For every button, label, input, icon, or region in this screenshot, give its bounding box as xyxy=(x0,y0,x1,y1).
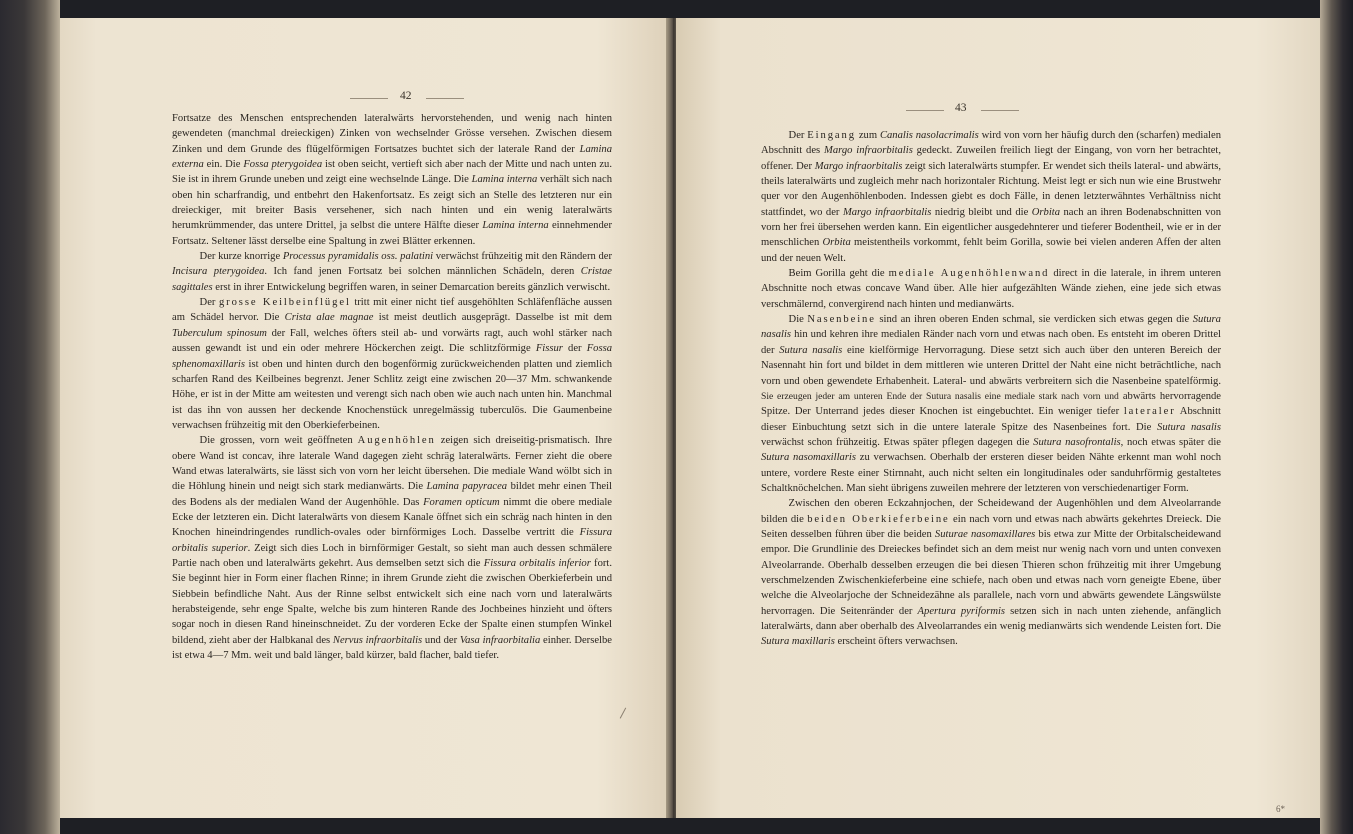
italic-term: Tuberculum spinosum xyxy=(172,327,267,339)
spaced-heading-term: grosse Keilbeinflügel xyxy=(218,297,351,309)
text-run: hin und kehren ihre medialen Ränder nach vorn und etwas nach oben. Es entsteht im oberen Drittel der xyxy=(761,329,1221,356)
italic-term: Sutura nasalis xyxy=(1157,421,1221,433)
italic-term: Sutura nasomaxillaris xyxy=(761,452,857,464)
page-number-rule-left xyxy=(350,98,388,99)
italic-term: Fossa sphenomaxillaris xyxy=(172,343,613,370)
text-run: ist oben und hinten durch den bogenförmig zurückweichenden platten und ziemlich scharfen Rand des Keilbeines begrenzt. Jener Schlitz zeigt eine zwischen 20—37 Mm. schwankende Höhe, er ist in der Mitte am weitesten und verengt sich nach oben wie auch nach unten hin. Manchmal ist das ihn von aussen her deckende Knochenstück unregelmässig tuberculös. Die Gaumenbeine verwachsen frühzeitig mit den Oberkieferbeinen. xyxy=(172,358,612,431)
text-run: direct in die laterale, in ihrem unteren Abschnitte noch etwas concave Wand über. Alle hier aufgezählten Wände ziehen, eine jede sich etwas verschmälernd, convergirend nach hinten und medianwärts. xyxy=(761,268,1221,310)
italic-term: Fissur xyxy=(535,343,563,355)
text-run: abwärts hervorragende Spitze. Der Unterrand jedes dieser Knochen ist eingebuchtet. Ein weniger tiefer xyxy=(761,390,1221,418)
italic-term: Lamina externa xyxy=(172,143,612,171)
italic-term: Incisura pterygoidea xyxy=(172,266,265,278)
text-run: setzen sich in nach unten ziehende, anfänglich lateralwärts, dann aber oberhalb des Alveolarrandes ein wenig medianwärts sich wendende Leisten fort. Die xyxy=(761,605,1221,632)
italic-term: Fissura orbitalis superior xyxy=(172,527,612,554)
italic-term: Suturae nasomaxillares xyxy=(934,528,1036,540)
paragraph xyxy=(761,312,1221,496)
text-run: ist oben seicht, vertieft sich aber nach der Mitte und nach unten zu. Sie ist in ihrem Grunde uneben und zeigt eine wechselnde Länge. Die xyxy=(172,159,612,186)
book-cover-edge-left xyxy=(0,0,60,834)
text-run: Fortsatze des Menschen entsprechenden lateralwärts hervorstehenden, und wenig nach hinten gewendeten (manchmal dreieckigen) Zinken von wechselnder Grösse versehen. Zwischen diesem Zinken und dem Grunde des flügelförmigen Fortsatzes buchtet sich der laterale Rand der xyxy=(172,113,612,155)
text-run: meistentheils vorkommt, fehlt beim Gorilla, sowie bei vielen anderen Affen der alten und der neuen Welt. xyxy=(761,237,1221,264)
italic-term: Fossa pterygoidea xyxy=(243,159,323,171)
text-run: verhält sich nach oben hin scharfrandig, und entbehrt den Hakenfortsatz. Es zeigt sich an Stelle des letzteren nur ein dreieckiger, mit breiter Basis versehener, sich nach hinten und ein wenig lateralwärts herumkrümmender, das untere Drittel, ja selbst die untere Hälfte dieser xyxy=(172,174,613,232)
italic-term: Crista alae magnae xyxy=(284,312,374,324)
italic-term: Processus pyramidalis oss. palatini xyxy=(282,251,434,263)
text-run: eine kielförmige Hervorragung. Diese setzt sich auch über den unteren Bereich der Nasennaht hin fort und bildet in dem mittleren wie unteren Drittel der Naht eine nicht beträchtliche, nach vorn und oben gewendete Erhabenheit. Lateral- und abwärts verbreitern sich die Nasenbeine spatelförmig. xyxy=(761,344,1221,387)
text-run: bildet mehr einen Theil des Bodens als der medialen Wand der Augenhöhle. Das xyxy=(172,481,612,508)
text-run: Sie erzeugen jeder am unteren Ende der Sutura nasalis eine mediale stark nach vorn und xyxy=(761,390,1119,402)
page-number-rule-left xyxy=(906,110,944,111)
italic-term: Lamina interna xyxy=(482,220,549,232)
italic-term: Sutura nasalis xyxy=(761,314,1221,341)
italic-term: Lamina papyracea xyxy=(426,481,508,493)
italic-term: Orbita xyxy=(1031,206,1061,218)
text-run: nach an ihren Bodenabschnitten von vorn her frei übersehen werden kann. Ein eigentlicher ausgedehnterer und tieferer Bodentheil, wie er in der menschlichen xyxy=(761,206,1221,249)
spaced-heading-term: Eingang xyxy=(807,130,856,141)
text-run: . Ich fand jenen Fortsatz bei solchen männlichen Schädeln, deren xyxy=(264,266,581,278)
text-run: der xyxy=(562,343,587,355)
text-run: Der xyxy=(199,297,219,309)
italic-term: Orbita xyxy=(822,237,851,249)
text-run: erscheint öfters verwachsen. xyxy=(834,636,958,648)
text-run: zeigt sich lateralwärts stumpfer. Er wendet sich theils lateral- und abwärts, theils lateralwärts und zugleich mehr nach horizontaler Richtung. Meist legt er sich nun wie eine Brustwehr quer vor den Augenhöhlenboden. Indessen giebt es doch Fälle, in denen letzterwähntes Verhältniss nicht stattfindet, wo der xyxy=(761,160,1222,218)
spaced-heading-term: mediale Augenhöhlenwand xyxy=(888,268,1050,280)
text-run: erst in ihrer Entwickelung begriffen waren, in seiner Demarcation bereits gänzlich verwischt. xyxy=(212,281,611,293)
italic-term: Sutura maxillaris xyxy=(761,636,835,648)
italic-term: Cristae sagittales xyxy=(172,266,612,293)
text-run: der Fall, welches öfters steil ab- und vorwärts ragt, auch wohl stärker nach aussen gewandt ist und ein oder mehrere Höckerchen zeigt. Die schlitzförmige xyxy=(172,327,612,355)
italic-term: Margo infraorbitalis xyxy=(814,160,903,172)
text-run: niedrig bleibt und die xyxy=(931,206,1032,218)
italic-term: Fissura orbitalis inferior xyxy=(483,557,591,569)
text-run: ist meist deutlich ausgeprägt. Dasselbe ist mit dem xyxy=(373,312,612,324)
body-text xyxy=(761,128,1221,650)
spaced-heading-term: lateraler xyxy=(1123,406,1176,418)
page-number: 42 xyxy=(400,90,412,102)
paragraph xyxy=(761,128,1221,266)
italic-term: Sutura nasofrontalis xyxy=(1033,436,1121,448)
left-page xyxy=(60,18,670,818)
text-run: . Zeigt sich dies Loch in birnförmiger Gestalt, so sieht man auch dessen schmälere Partie nach oben und lateralwärts gekehrt. Aus demselben setzt sich die xyxy=(172,542,613,569)
signature-mark: 6* xyxy=(1276,804,1285,814)
italic-term: Nervus infraorbitalis xyxy=(332,634,423,646)
italic-term: Foramen opticum xyxy=(423,496,500,508)
text-run: nimmt die obere mediale Ecke der letzteren ein. Dicht lateralwärts von diesem Kanale öffnet sich ein schräg nach hinten in den Knochen hineindringendes rundlich-ovales oder birnförmiges Loch. Dasselbe vertritt die xyxy=(172,496,612,539)
body-text xyxy=(172,111,612,663)
text-run: tritt mit einer nicht tief ausgehöhlten Schläfenfläche aussen am Schädel hervor. Die xyxy=(172,297,612,324)
italic-term: Margo infraorbitalis xyxy=(824,145,913,157)
paragraph xyxy=(172,111,612,249)
paragraph xyxy=(172,295,612,433)
paragraph xyxy=(172,433,612,663)
text-run: fort. Sie beginnt hier in Form einer flachen Rinne; in ihrem Grunde zieht die zwischen Oberkieferbein und Siebbein befindliche Naht. Aus der Rinne selbst entwickelt sich eine nach vorn und lateralwärts herabsteigende, sehr enge Spalte, welche bis zum hinteren Rande des Jochbeines hinzieht und öfters sogar noch in diesen Rand hineinschneidet. Zu der vorderen Ecke der Spalte einen stumpfen Winkel bildend, zieht aber der Halbkanal des xyxy=(172,557,612,646)
text-run: sind an ihren oberen Enden schmal, sie verdicken sich etwas gegen die xyxy=(875,314,1193,326)
text-run: Der xyxy=(788,130,808,141)
italic-term: Lamina interna xyxy=(471,174,538,186)
text-run: einher. Derselbe ist etwa 4—7 Mm. weit und bald länger, bald kürzer, bald flacher, bald tiefer. xyxy=(172,634,612,662)
spaced-heading-term: Augenhöhlen xyxy=(357,435,436,447)
text-run: Die grossen, vorn weit geöffneten xyxy=(199,435,358,447)
text-run: und der xyxy=(422,634,460,646)
page-number-rule-right xyxy=(426,98,464,99)
text-run: bis etwa zur Mitte der Orbitalscheidewand empor. Die Grundlinie des Dreieckes befindet sich an dem meist nur wenig nach vorn und unten convexen Alveolarrande. Oberhalb desselben erzeugen die bei diesen Thieren schon frühzeitig mit ihrer Umgebung verschmelzenden Zwischenkieferbeine eine schiefe, nach oben und etwas nach vorn geneigte Ebene, über welche die Alveolarjoche der Schneidezähne als parallele, nach vorn und abwärts gewendete Längswülste hervorragen. Die Seitenränder der xyxy=(761,528,1221,617)
paragraph xyxy=(761,496,1221,649)
text-run: einnehmender Fortsatz. Seltener lässt derselbe eine Spaltung in zwei Blätter erkennen. xyxy=(172,220,612,247)
text-run: ein. Die xyxy=(203,159,244,171)
pencil-mark xyxy=(620,708,634,723)
italic-term: Margo infraorbitalis xyxy=(842,206,932,218)
italic-term: Canalis nasolacrimalis xyxy=(879,130,979,141)
text-run: , noch etwas später die xyxy=(1120,436,1221,448)
paragraph xyxy=(172,249,612,295)
text-run: Der kurze knorrige xyxy=(199,251,283,263)
italic-term: Apertura pyriformis xyxy=(917,605,1006,617)
italic-term: Sutura nasalis xyxy=(779,344,843,356)
page-number: 43 xyxy=(955,102,967,114)
text-run: gedeckt. Zuweilen freilich liegt der Eingang, von vorn her betrachtet, offener. Der xyxy=(761,145,1222,172)
spaced-heading-term: beiden Oberkieferbeine xyxy=(807,513,950,525)
text-run: wird von vorn her häufig durch den (scharfen) medialen Abschnitt des xyxy=(761,130,1221,157)
text-run: ein nach vorn und etwas nach abwärts gekehrtes Dreieck. Die Seiten desselben führen über die beiden xyxy=(761,513,1221,540)
italic-term: Vasa infraorbitalia xyxy=(459,634,541,646)
text-run: zum xyxy=(855,130,880,141)
text-run: Abschnitt dieser Einbuchtung setzt sich in die untere laterale Spitze des Nasenbeines fort. Die xyxy=(761,406,1221,433)
text-run: Beim Gorilla geht die xyxy=(788,268,889,280)
spaced-heading-term: Nasenbeine xyxy=(807,314,876,326)
text-run: verwächst schon frühzeitig. Etwas später pflegen dagegen die xyxy=(761,436,1034,448)
text-run: zu verwachsen. Oberhalb der ersteren dieser beiden Nähte erkennt man wohl noch untere, vordere Reste einer Stirnnaht, auch nicht selten ein longitudinales oder sanduhrförmig gestaltetes Schaltknöchelchen. Man sieht übrigens zuweilen mehrere der letzteren von verschiedenartiger Form. xyxy=(761,452,1221,494)
book-cover-edge-right xyxy=(1320,0,1353,834)
text-run: Die xyxy=(788,314,808,326)
paragraph xyxy=(761,266,1221,312)
page-number-rule-right xyxy=(981,110,1019,111)
text-run: verwächst frühzeitig mit den Rändern der xyxy=(433,251,612,263)
text-run: zeigen sich dreiseitig-prismatisch. Ihre obere Wand ist concav, ihre laterale Wand dagegen zieht schräg lateralwärts. Ferner zieht die obere Wand etwas lateralwärts, sie lässt sich von vorn her leicht übersehen. Die mediale Wand wölbt sich in die Höhlung hinein und neigt sich stark medianwärts. Die xyxy=(172,435,612,493)
right-page xyxy=(676,18,1320,818)
text-run: Zwischen den oberen Eckzahnjochen, der Scheidewand der Augenhöhlen und dem Alveolarrande bilden die xyxy=(761,498,1221,525)
